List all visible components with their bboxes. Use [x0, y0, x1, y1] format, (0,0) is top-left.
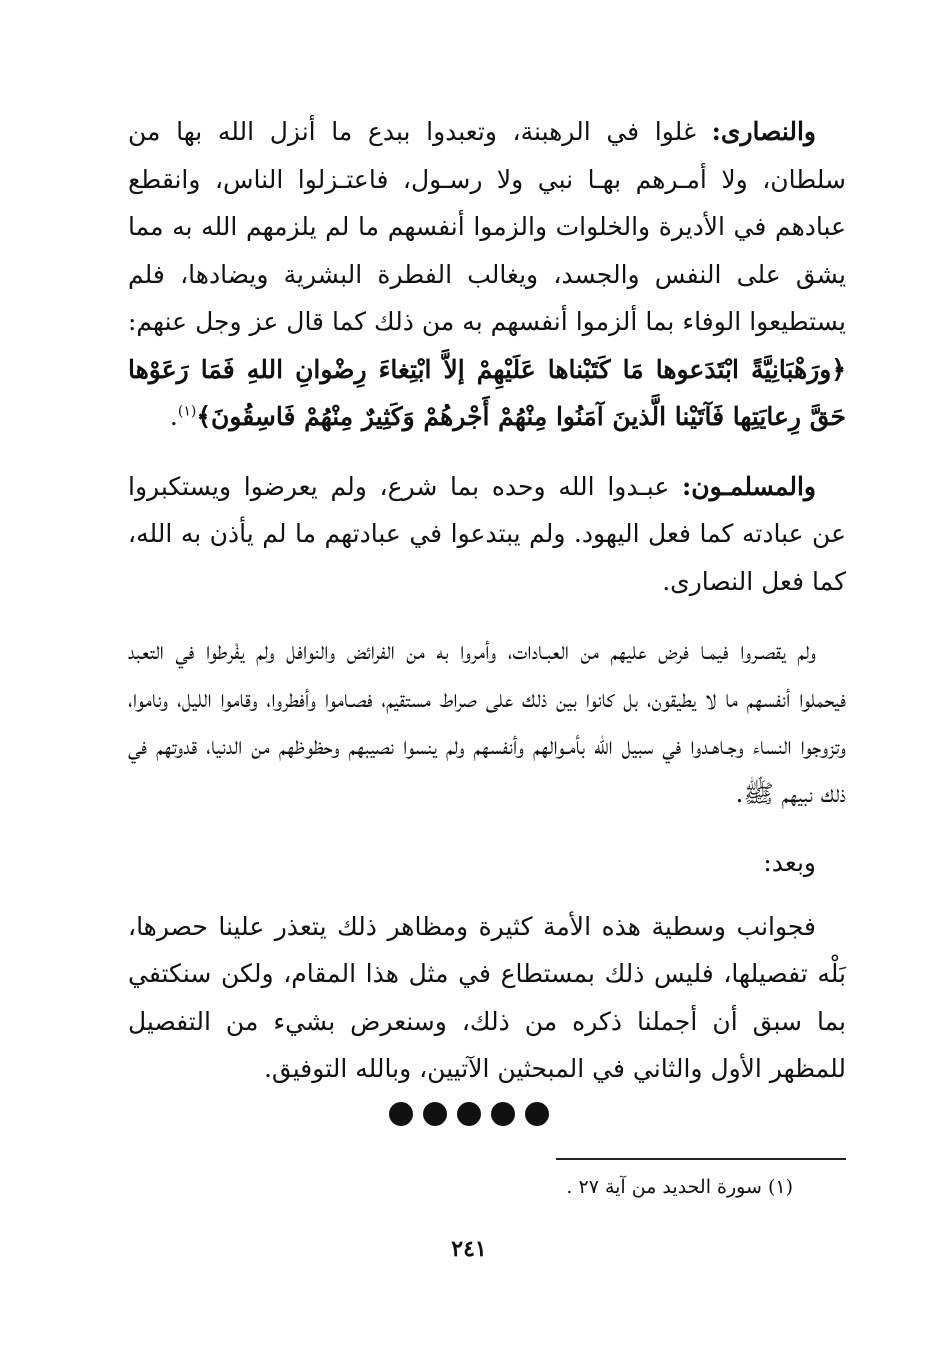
- paragraph-end: .: [169, 402, 178, 431]
- footnote: (١) سورة الحديد من آية ٢٧ .: [566, 1176, 793, 1198]
- paragraph-body: غلوا في الرهبنة، وتعبدوا ببدع ما أنزل الله بها من سلطان، ولا أمـرهم بهـا نبي ولا رسـول، فاعتـزلوا الناس، وانقطع عبادهم في الأديرة والخلوات والزموا أنفسهم ما لم يلزمهم الله به مما يشق على النفس والجسد، ويغالب الفطرة البشرية ويضادها، فلم يستطيعوا الوفاء بما ألزموا أنفسهم به من ذلك كما قال عز وجل عنهم:: [128, 117, 846, 336]
- paragraph-lead: والمسلمـون:: [682, 471, 816, 501]
- separator-dot: [423, 1102, 447, 1126]
- footnote-divider: [556, 1158, 846, 1160]
- section-separator: [0, 1102, 938, 1130]
- after-label: وبعد:: [763, 848, 816, 877]
- paragraph-christians: [128, 108, 846, 441]
- quran-verse: ﴿ورَهْبَانِيَّةً ابْتَدَعوها مَا كَتَبْناها عَلَيْهِمْ إلاَّ ابْتِغاءَ رِضْوانِ اللهِ فَمَا رَعَوْها حَقَّ رِعايَتِها فَآتَيْنا الَّذينَ آمَنُوا مِنْهُمْ أَجْرهُمْ وَكَثِيرٌ مِنْهُمْ فَاسِقُونَ﴾: [128, 354, 846, 431]
- paragraph-body: فجوانب وسطية هذه الأمة كثيرة ومظاهر ذلك يتعذر علينا حصرها، بَلْه تفصيلها، فليس ذلك بمستطاع في مثل هذا المقام، ولكن سنكتفي بما سبق أن أجملنا ذكره من ذلك، وسنعرض بشيء من التفصيل للمظهر الأول والثاني في المبحثين الآتيين، وبالله التوفيق.: [128, 911, 846, 1083]
- paragraph-lead: والنصارى:: [711, 117, 817, 146]
- page-number: ٢٤١: [451, 1236, 487, 1262]
- paragraph-muslims: [128, 463, 846, 606]
- paragraph-moderation: [128, 627, 846, 817]
- separator-dot: [389, 1102, 413, 1126]
- paragraph-closing: [128, 903, 846, 1093]
- separator-dot: [457, 1102, 481, 1126]
- paragraph-body: ولم يقصـروا فيمـا فرض عليهم من العبـادات، وأمروا به من الفرائض والنوافل ولم يفْرطوا في التعبد فيحملوا أنفسهم ما لا يطيقون، بل كانوا بين ذلك على صراط مستقيم، فصـاموا وأفطروا، وقاموا الليل، وناموا، وتزوجوا النساء وجـاهـدوا في سبيل الله بأمـوالهم وأنفسهم ولم ينسوا نصيبهم وحظوظهم من الدنيا، قدوتهم في ذلك نبيهم ﷺ.: [128, 636, 846, 808]
- separator-dot: [491, 1102, 515, 1126]
- footnote-reference[interactable]: (١): [177, 403, 197, 420]
- paragraph-body: عبـدوا الله وحده بما شرع، ولم يعرضوا ويستكبروا عن عبادته كما فعل اليهود. ولم يبتدعوا في عبادتهم ما لم يأذن به الله، كما فعل النصارى.: [128, 471, 846, 596]
- main-text: [128, 108, 846, 1115]
- separator-dot: [525, 1102, 549, 1126]
